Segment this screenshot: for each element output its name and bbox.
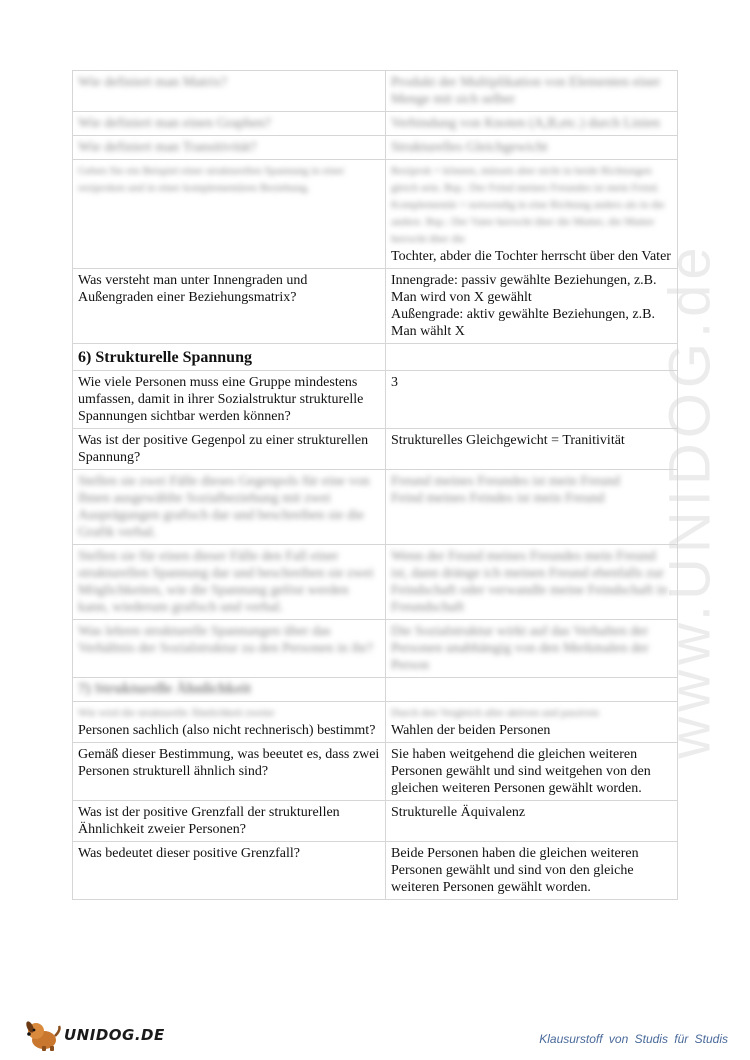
question-cell (73, 702, 386, 743)
question-text: Personen sachlich (also nicht rechnerisch) bestimmt? (78, 723, 376, 738)
question-cell: Was bedeutet dieser positive Grenzfall? (73, 842, 386, 900)
answer-cell: Die Sozialstruktur wirkt auf das Verhalten der Personen unabhängig von den Merkmalen der Person (386, 620, 678, 678)
empty-cell (386, 678, 678, 702)
logo-text: UNIDOG.DE (64, 1026, 165, 1044)
question-cell: Was versteht man unter Innengraden und Außengraden einer Beziehungsmatrix? (73, 269, 386, 344)
answer-cell: Wenn der Feund meines Freundes mein Freund ist, dann dränge ich meinen Freund ebenfalls zur Feindschaft oder verwandle meine Feindschaft in Freundschaft (386, 545, 678, 620)
table-row (73, 801, 678, 842)
answer-cell (386, 160, 678, 269)
section-heading-row (73, 344, 678, 371)
blurred-question-text: Wie wird die strukturelle Ähnlichkeit zweier (78, 707, 275, 719)
answer-line: Innengrade: passiv gewählte Beziehungen, z.B. Man wird von X gewählt (391, 273, 657, 305)
watermark-text: www.UNIDOG.de (657, 241, 723, 759)
unidog-logo[interactable] (22, 1018, 165, 1052)
table-row (73, 429, 678, 470)
answer-cell: 3 (386, 371, 678, 429)
question-cell: Stellen sie für einen dieser Fälle den Fall einer strukturellen Spannung dar und beschreiben sie zwei Möglichkeiten, wie die Spannung gelöst werden kann, wiederum grafisch und verbal. (73, 545, 386, 620)
section-heading: 7) Strukturelle Ähnlichkeit (73, 678, 386, 702)
section-heading: 6) Strukturelle Spannung (73, 344, 386, 371)
question-cell (73, 160, 386, 269)
qa-table (72, 70, 678, 900)
table-row (73, 112, 678, 136)
answer-cell: Sie haben weitgehend die gleichen weiteren Personen gewählt und sind weitgehen von den gleichen weiteren Personen gewählt worden. (386, 743, 678, 801)
answer-cell: Verbindung von Knoten (A,B,etc.) durch Linien (386, 112, 678, 136)
table-row (73, 269, 678, 344)
answer-cell: Produkt der Multiplikation von Elementen einer Menge mit sich selber (386, 71, 678, 112)
answer-cell: Strukturelle Äquivalenz (386, 801, 678, 842)
table-row (73, 702, 678, 743)
answer-cell (386, 269, 678, 344)
table-row (73, 743, 678, 801)
answer-text: Wahlen der beiden Personen (391, 723, 551, 738)
answer-cell: Beide Personen haben die gleichen weiteren Personen gewählt und sind von den gleiche weiteren Personen gewählt worden. (386, 842, 678, 900)
question-cell: Wie viele Personen muss eine Gruppe mindestens umfassen, damit in ihrer Sozialstruktur strukturelle Spannungen sichtbar werden können? (73, 371, 386, 429)
question-cell: Gemäß dieser Bestimmung, was beeutet es, dass zwei Personen strukturell ähnlich sind? (73, 743, 386, 801)
table-row (73, 545, 678, 620)
table-row (73, 842, 678, 900)
footer-tagline: Klausurstoff von Studis für Studis (539, 1032, 728, 1046)
blurred-question-text: Geben Sie ein Beispiel einer strukturellen Spannung in einer reziproken und in einer komplementären Beziehung. (78, 165, 345, 194)
question-cell: Was ist der positive Grenzfall der strukturellen Ähnlichkeit zweier Personen? (73, 801, 386, 842)
blurred-answer-text: Durch den Vergleich aller aktiven und passiven (391, 707, 599, 719)
question-cell: Was ist der positive Gegenpol zu einer strukturellen Spannung? (73, 429, 386, 470)
table-row (73, 470, 678, 545)
question-cell: Was lehren strukturelle Spannungen über das Verhältnis der Sozialstruktur zu den Personen in ihr? (73, 620, 386, 678)
section-heading-row (73, 678, 678, 702)
answer-line: Freund meines Freundes ist mein Freund (391, 474, 621, 489)
table-row (73, 136, 678, 160)
answer-line: Außengrade: aktiv gewählte Beziehungen, z.B. Man wählt X (391, 307, 655, 339)
answer-cell: Strukturelles Gleichgewicht (386, 136, 678, 160)
table-row (73, 160, 678, 269)
answer-cell (386, 470, 678, 545)
table-row (73, 620, 678, 678)
table-row (73, 371, 678, 429)
question-cell: Wie definiert man Matrix? (73, 71, 386, 112)
question-cell: Wie definiert man einen Graphen? (73, 112, 386, 136)
dog-icon (22, 1018, 62, 1052)
question-cell: Stellen sie zwei Fälle dieses Gegenpols für eine von Ihnen ausgewählte Sozialbeziehung mit zwei Ausprägungen grafisch dar und beschreiben sie die Grafik verbal. (73, 470, 386, 545)
table-row (73, 71, 678, 112)
answer-cell (386, 702, 678, 743)
empty-cell (386, 344, 678, 371)
answer-line: Feind meines Feindes ist mein Freund (391, 491, 605, 506)
answer-cell: Strukturelles Gleichgewicht = Tranitivität (386, 429, 678, 470)
answer-text: Tochter, abder die Tochter herrscht über den Vater (391, 249, 671, 264)
page-footer (0, 1010, 750, 1060)
question-cell: Wie definiert man Transitivität? (73, 136, 386, 160)
blurred-answer-text: Reziprok = können, müssen aber nicht in beide Richtungen gleich sein. Bsp.: Der Feind meines Freundes ist mein Feind. Komplementär = notwendig in eine Richtung anders als in die andere. Bsp.: Der Vater herrscht über die Mutter, die Mutter herrscht über die (391, 165, 665, 245)
